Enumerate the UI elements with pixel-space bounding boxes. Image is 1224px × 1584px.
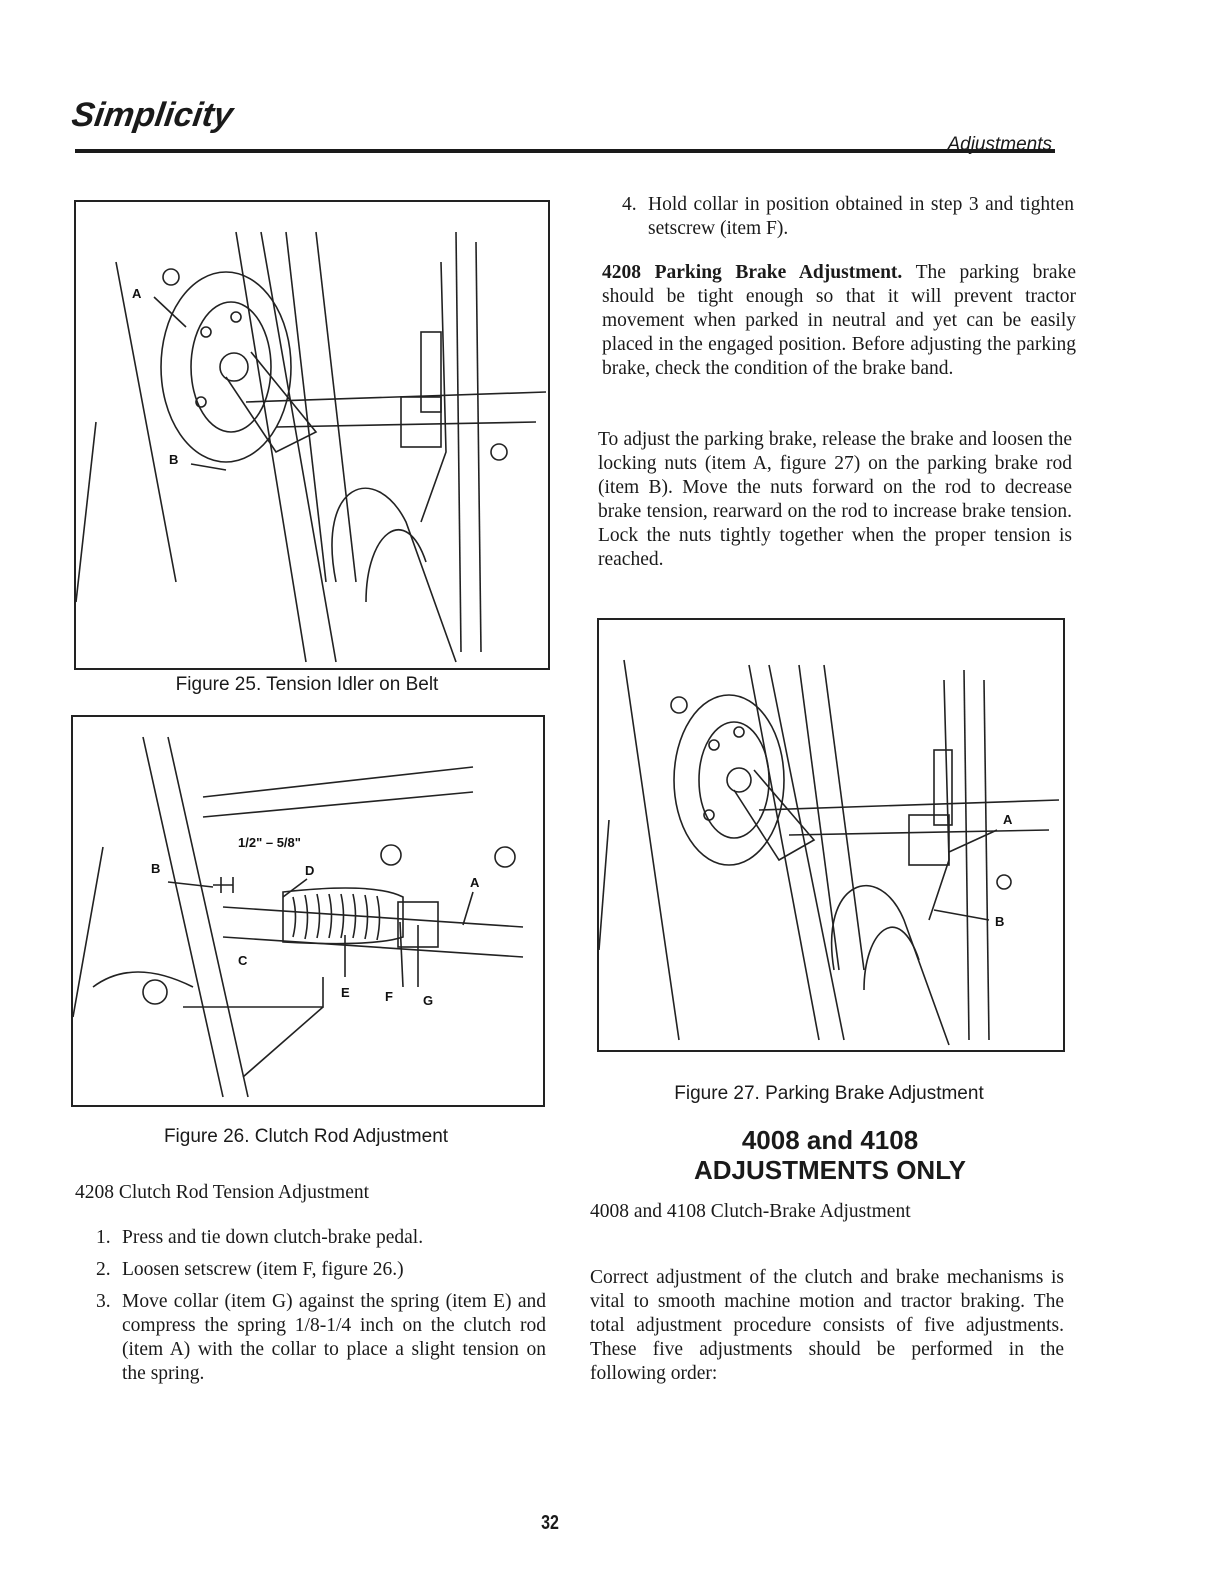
- fig26-label-e: E: [341, 985, 350, 1000]
- clutch-brake-subheading: 4008 and 4108 Clutch-Brake Adjustment: [590, 1201, 911, 1222]
- fig27-label-a: A: [1003, 812, 1013, 827]
- fig26-label-b: B: [151, 861, 161, 876]
- list-item: 1. Press and tie down clutch-brake pedal.: [96, 1227, 424, 1248]
- clutch-rod-subheading: 4208 Clutch Rod Tension Adjustment: [75, 1182, 370, 1203]
- section-title: Adjustments: [947, 134, 1052, 155]
- figure-26-caption: Figure 26. Clutch Rod Adjustment: [163, 1126, 449, 1147]
- figure-27-image: [597, 618, 1065, 1052]
- figure-25-caption: Figure 25. Tension Idler on Belt: [175, 674, 439, 695]
- parking-brake-paragraph: 4208 Parking Brake Adjustment. The parking brake should be tight enough so that it will prevent tractor movement when parked in neutral and yet can be easily placed in the engaged position. Before adjusting the parking brake, check the condition of the brake band.: [602, 262, 1076, 379]
- page-number: 32: [541, 1512, 559, 1534]
- fig26-label-f: F: [385, 989, 393, 1004]
- fig26-label-c: C: [238, 953, 248, 968]
- clutch-brake-intro: Correct adjustment of the clutch and brake mechanisms is vital to smooth machine motion and tractor braking. The total adjustment procedure consists of five adjustments. These five adjustments should be performed in the following order:: [590, 1267, 1064, 1384]
- list-item: 3. Move collar (item G) against the spring (item E) and compress the spring 1/8-1/4 inch on the clutch rod (item A) with the collar to place a slight tension on the spring.: [96, 1291, 546, 1384]
- figure-26-image: [71, 715, 545, 1107]
- figure-27-caption: Figure 27. Parking Brake Adjustment: [674, 1083, 984, 1104]
- fig26-label-a: A: [470, 875, 480, 890]
- fig26-label-g: G: [423, 993, 434, 1008]
- models-heading: 4008 and 4108 ADJUSTMENTS ONLY: [693, 1125, 967, 1185]
- figure-25-image: [74, 200, 550, 670]
- fig25-label-a: A: [132, 286, 142, 301]
- fig25-label-b: B: [169, 452, 179, 467]
- adjust-parking-paragraph: To adjust the parking brake, release the brake and loosen the locking nuts (item A, figure 27) on the parking brake rod (item B). Move the nuts forward on the rod to decrease brake tension, rearward on the rod to increase brake tension. Lock the nuts tightly together when the proper tension is reached.: [598, 429, 1072, 570]
- fig26-label-d: D: [305, 863, 315, 878]
- step-4: 4. Hold collar in position obtained in step 3 and tighten setscrew (item F).: [622, 194, 1074, 239]
- simplicity-logo: Simplicity: [69, 96, 236, 134]
- list-item: 2. Loosen setscrew (item F, figure 26.): [96, 1259, 404, 1280]
- clutch-rod-steps: [96, 1226, 546, 1394]
- fig26-label-dim: 1/2" – 5/8": [238, 835, 301, 850]
- fig27-label-b: B: [995, 914, 1005, 929]
